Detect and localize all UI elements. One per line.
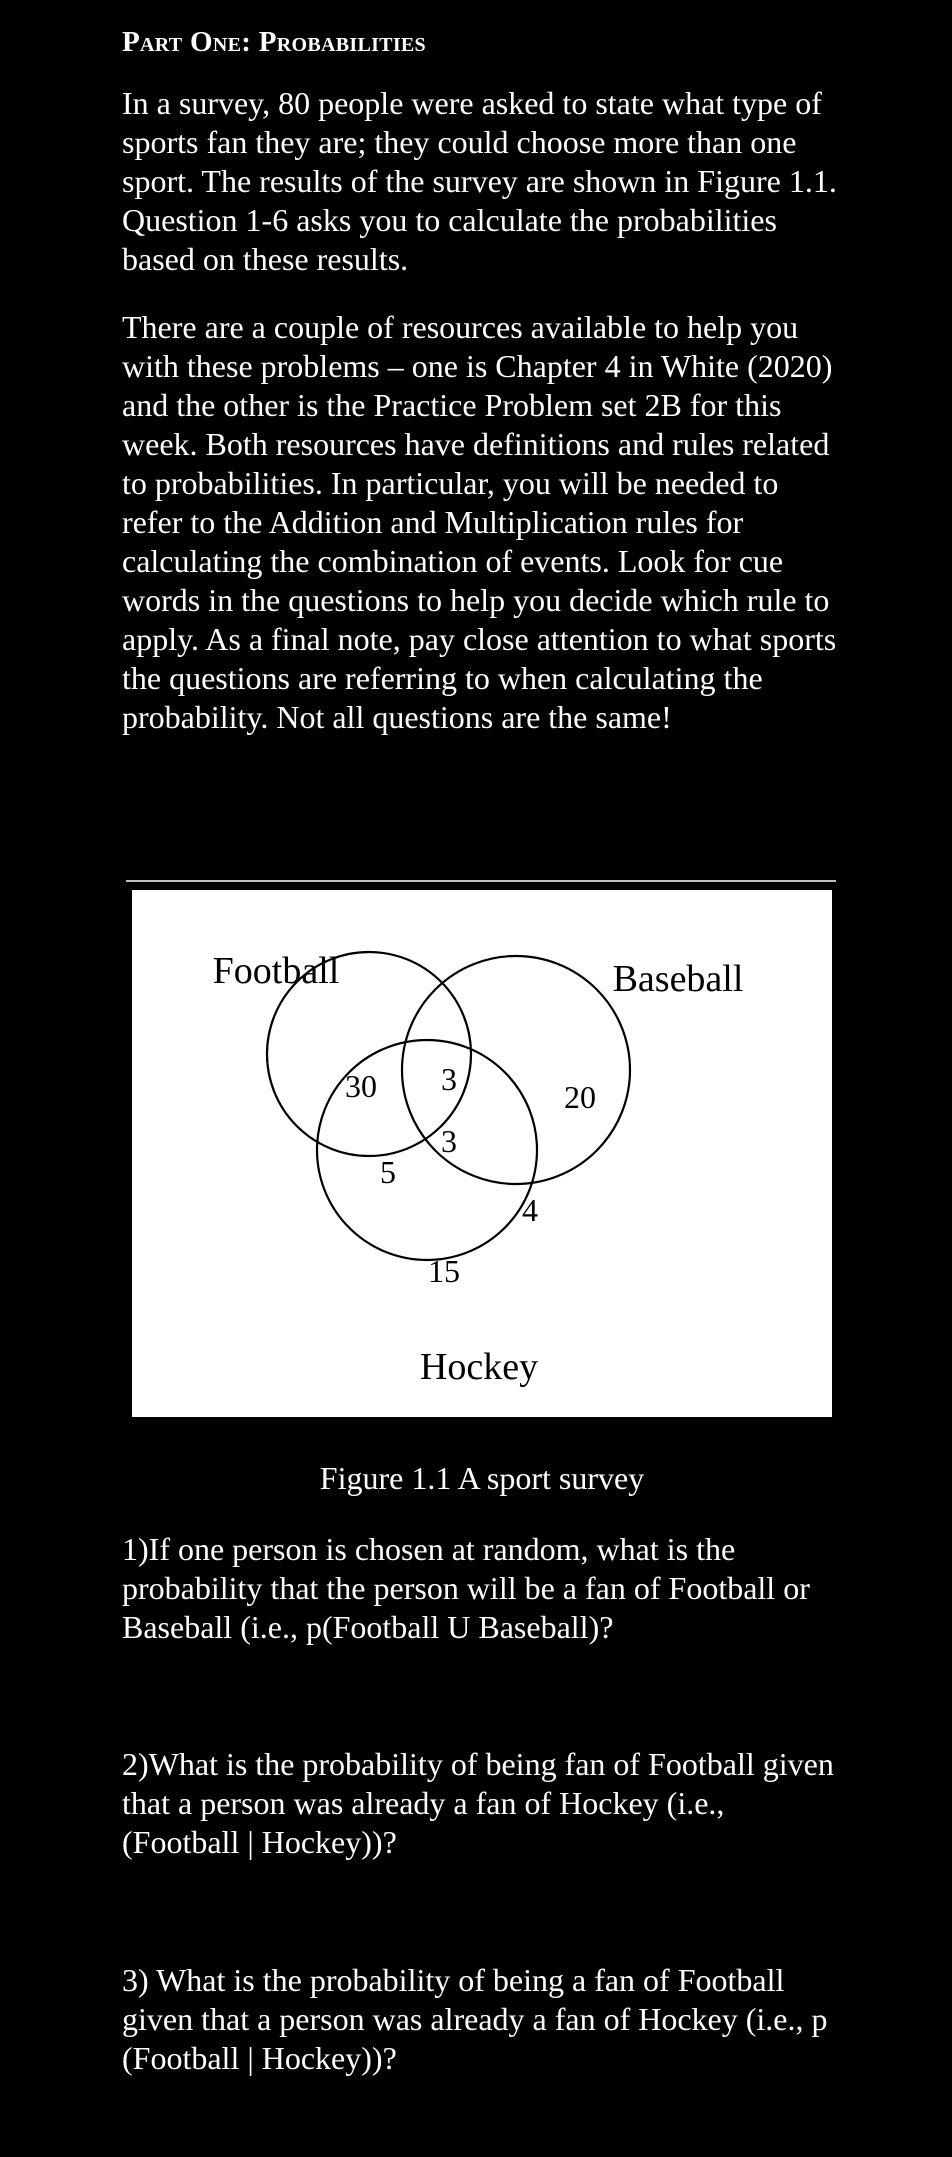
baseball-only-value: 20: [564, 1079, 596, 1115]
section-heading: Part One: Probabilities: [122, 26, 426, 58]
figure-caption: Figure 1.1 A sport survey: [319, 1460, 645, 1496]
all-three-value: 3: [441, 1123, 457, 1159]
question-2: 2)What is the probability of being fan of Football given that a person was already a fan of Hockey (i.e., (Football | Hockey))?: [122, 1746, 834, 1860]
intro-paragraph: In a survey, 80 people were asked to state what type of sports fan they are; they could choose more than one sport. The results of the survey are shown in Figure 1.1. Question 1-6 asks you to calculate the probabilities based on these results.: [122, 85, 837, 277]
venn-diagram: [132, 890, 832, 1417]
venn-diagram-figure: [132, 890, 832, 1417]
question-1: 1)If one person is chosen at random, what is the probability that the person will be a fan of Football or Baseball (i.e., p(Football U Baseball)?: [122, 1531, 810, 1645]
baseball-circle: [402, 956, 630, 1184]
hockey-only-value: 15: [428, 1253, 460, 1289]
hockey-label: Hockey: [419, 1346, 539, 1388]
football-hockey-value: 5: [380, 1154, 396, 1190]
document-body: [122, 0, 842, 737]
resources-paragraph: There are a couple of resources available to help you with these problems – one is Chapter 4 in White (2020) and the other is the Practice Problem set 2B for this week. Both resources have definitions and rules related to probabilities. In particular, you will be needed to refer to the Addition and Multiplication rules for calculating the combination of events. Look for cue words in the questions to help you decide which rule to apply. As a final note, pay close attention to what sports the questions are referring to when calculating the probability. Not all questions are the same!: [122, 309, 837, 735]
baseball-label: Baseball: [612, 958, 744, 1000]
baseball-hockey-value: 4: [522, 1192, 538, 1228]
football-label: Football: [212, 950, 340, 992]
horizontal-divider: [126, 880, 836, 882]
football-only-value: 30: [345, 1068, 377, 1104]
football-baseball-value: 3: [441, 1061, 457, 1097]
question-3: 3) What is the probability of being a fan of Football given that a person was already a fan of Hockey (i.e., p (Football | Hockey))?: [122, 1962, 828, 2076]
